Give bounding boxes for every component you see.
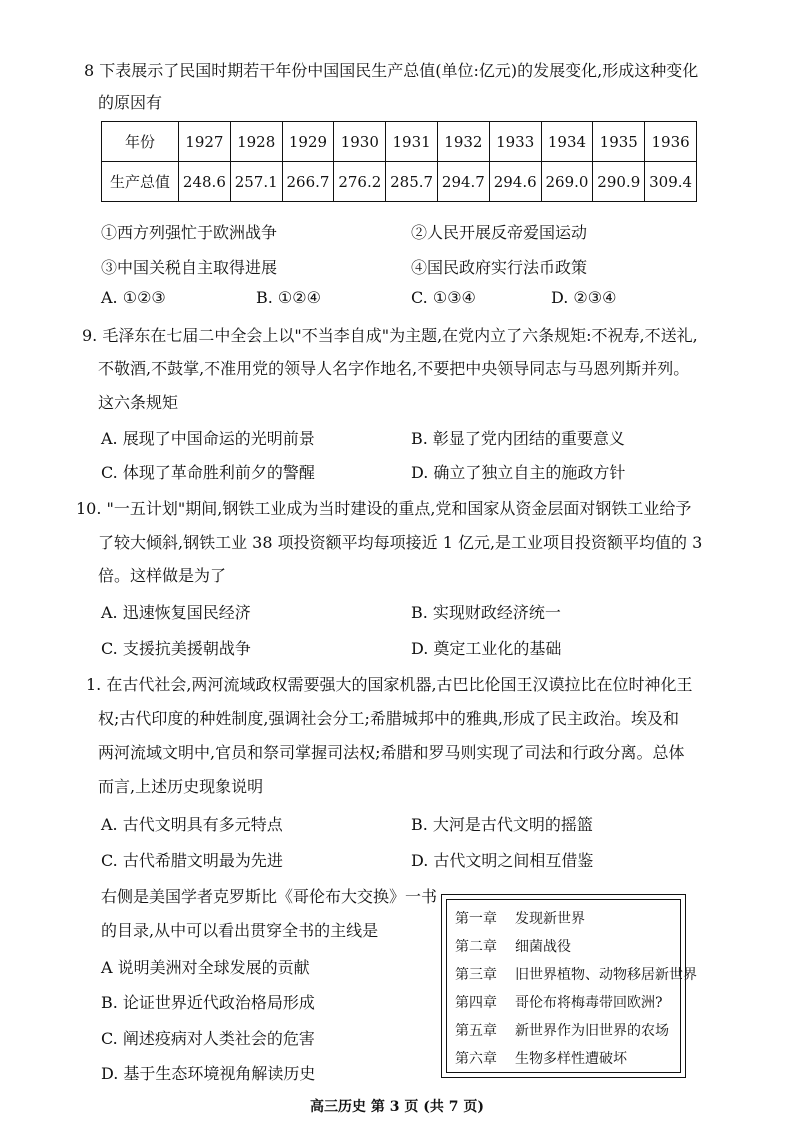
toc-title: 发现新世界 [515,911,585,927]
q12-option-a[interactable]: A 说明美洲对全球发展的贡献 [101,958,310,977]
q11-option-b[interactable]: B. 大河是古代文明的摇篮 [411,815,593,834]
table-cell: 1933 [489,122,541,162]
table-cell: 309.4 [645,162,697,202]
q10-option-d[interactable]: D. 奠定工业化的基础 [411,639,562,658]
table-cell: 1928 [230,122,282,162]
table-cell: 294.6 [489,162,541,202]
table-cell: 266.7 [282,162,334,202]
q11-stem-line2: 权;古代印度的种姓制度,强调社会分工;希腊城邦中的雅典,形成了民主政治。埃及和 [98,709,679,728]
toc-row [455,964,697,984]
q8-stem-line2: 的原因有 [98,93,163,112]
q8-item-3: ③中国关税自主取得进展 [101,258,278,277]
toc-row [455,908,585,928]
toc-row [455,1020,669,1040]
gdp-table [101,121,697,202]
q8-option-b[interactable]: B. ①②④ [256,288,321,307]
q9-stem-line3: 这六条规矩 [98,393,179,412]
table-cell: 269.0 [541,162,593,202]
q8-option-c[interactable]: C. ①③④ [411,288,476,307]
q12-option-c[interactable]: C. 阐述疫病对人类社会的危害 [101,1029,315,1048]
toc-chapter: 第一章 [455,911,497,927]
table-cell: 290.9 [593,162,645,202]
table-cell: 1931 [386,122,438,162]
table-cell: 1929 [282,122,334,162]
table-cell: 1930 [334,122,386,162]
toc-title: 旧世界植物、动物移居新世界 [515,967,697,983]
table-cell: 276.2 [334,162,386,202]
q12-option-d[interactable]: D. 基于生态环境视角解读历史 [101,1064,316,1083]
toc-title: 新世界作为旧世界的农场 [515,1023,669,1039]
q10-option-c[interactable]: C. 支援抗美援朝战争 [101,639,251,658]
table-header-gdp: 生产总值 [102,162,179,202]
q8-item-4: ④国民政府实行法币政策 [411,258,588,277]
table-cell: 1935 [593,122,645,162]
toc-title: 生物多样性遭破坏 [515,1051,627,1067]
q9-option-d[interactable]: D. 确立了独立自主的施政方针 [411,463,626,482]
table-header-year: 年份 [102,122,179,162]
q11-stem-line3: 两河流域文明中,官员和祭司掌握司法权;希腊和罗马则实现了司法和行政分离。总体 [98,743,685,762]
q9-stem-line2: 不敬酒,不鼓掌,不准用党的领导人名字作地名,不要把中央领导同志与马恩列斯并列。 [98,359,690,378]
toc-chapter: 第五章 [455,1023,497,1039]
toc-title: 哥伦布将梅毒带回欧洲? [515,995,663,1011]
q11-stem-line4: 而言,上述历史现象说明 [98,777,264,796]
table-row-values [102,162,697,202]
q10-stem-line2: 了较大倾斜,钢铁工业 38 项投资额平均每项接近 1 亿元,是工业项目投资额平均值的 3 [98,533,703,552]
q10-option-a[interactable]: A. 迅速恢复国民经济 [101,603,251,622]
q10-stem-line3: 倍。这样做是为了 [98,566,227,585]
table-cell: 248.6 [179,162,231,202]
toc-row [455,1048,627,1068]
table-cell: 257.1 [230,162,282,202]
table-cell: 294.7 [437,162,489,202]
toc-row [455,992,663,1012]
q11-option-a[interactable]: A. 古代文明具有多元特点 [101,815,283,834]
table-cell: 285.7 [386,162,438,202]
q8-stem-line1: 8 下表展示了民国时期若干年份中国国民生产总值(单位:亿元)的发展变化,形成这种变化 [84,61,699,80]
q8-item-1: ①西方列强忙于欧洲战争 [101,223,278,242]
toc-chapter: 第三章 [455,967,497,983]
q11-stem-line1: 1. 在古代社会,两河流域政权需要强大的国家机器,古巴比伦国王汉谟拉比在位时神化王 [86,675,693,694]
q10-option-b[interactable]: B. 实现财政经济统一 [411,603,561,622]
q12-stem-line1: 右侧是美国学者克罗斯比《哥伦布大交换》一书 [101,887,438,906]
toc-inner-border [446,899,697,1073]
table-of-contents-box [441,894,697,1078]
table-row-years [102,122,697,162]
q8-option-d[interactable]: D. ②③④ [551,288,617,307]
q10-stem-line1: 10. "一五计划"期间,钢铁工业成为当时建设的重点,党和国家从资金层面对钢铁工业给予 [76,499,692,518]
q9-option-b[interactable]: B. 彰显了党内团结的重要意义 [411,429,625,448]
toc-chapter: 第六章 [455,1051,497,1067]
q11-option-c[interactable]: C. 古代希腊文明最为先进 [101,851,283,870]
q9-option-c[interactable]: C. 体现了革命胜利前夕的警醒 [101,463,315,482]
q12-option-b[interactable]: B. 论证世界近代政治格局形成 [101,993,315,1012]
q8-option-a[interactable]: A. ①②③ [101,288,166,307]
q12-stem-line2: 的目录,从中可以看出贯穿全书的主线是 [101,921,379,940]
toc-title: 细菌战役 [515,939,571,955]
toc-chapter: 第四章 [455,995,497,1011]
toc-chapter: 第二章 [455,939,497,955]
q9-stem-line1: 9. 毛泽东在七届二中全会上以"不当李自成"为主题,在党内立了六条规矩:不祝寿,不送礼, [82,326,698,345]
q8-item-2: ②人民开展反帝爱国运动 [411,223,588,242]
table-cell: 1932 [437,122,489,162]
q9-option-a[interactable]: A. 展现了中国命运的光明前景 [101,429,315,448]
page-footer: 高三历史 第 3 页 (共 7 页) [310,1099,484,1115]
table-cell: 1934 [541,122,593,162]
table-cell: 1927 [179,122,231,162]
table-cell: 1936 [645,122,697,162]
toc-row [455,936,571,956]
q11-option-d[interactable]: D. 古代文明之间相互借鉴 [411,851,594,870]
